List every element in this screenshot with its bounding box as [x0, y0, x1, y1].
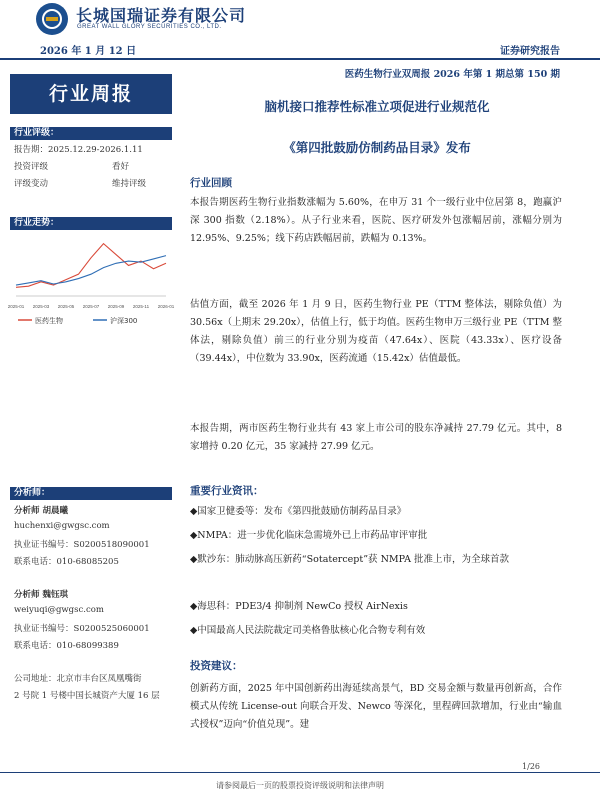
analyst-cert: 执业证书编号：S0200518090001: [14, 540, 150, 550]
rating-label: 投资评级: [14, 162, 49, 172]
rating-change-label: 评级变动: [14, 179, 49, 189]
series-info: 医药生物行业双周报 2026 年第 1 期总第 150 期: [344, 69, 560, 80]
x-tick-label: 2026-01: [157, 304, 175, 309]
company-logo-icon: [36, 3, 68, 35]
legend-label: 医药生物: [35, 317, 63, 325]
x-tick-label: 2025-09: [107, 304, 125, 309]
company-address-line1: 公司地址：北京市丰台区凤凰嘴街: [14, 674, 142, 684]
report-title-line1: 脑机接口推荐性标准立项促进行业规范化: [264, 99, 490, 114]
review-paragraph-3: 本报告期，两市医药生物行业共有 43 家上市公司的股东净减持 27.79 亿元。其中，8 家增持 0.20 亿元，35 家减持 27.99 亿元。: [190, 423, 562, 452]
chart-legend: [14, 315, 174, 325]
report-banner: [10, 74, 172, 114]
legend-label: 沪深300: [110, 317, 138, 325]
analyst-section-title: 分析师：: [14, 488, 51, 498]
news-item: ◆默沙东：肺动脉高压新药“Sotatercept”获 NMPA 批准上市，为全球首款: [190, 554, 510, 565]
section-title-review: 行业回顾: [190, 177, 232, 189]
x-tick-label: 2025-07: [82, 304, 100, 309]
page-number: 1/26: [522, 762, 540, 771]
footer-disclaimer: 请参阅最后一页的股票投资评级说明和法律声明: [216, 781, 384, 790]
news-item: ◆国家卫健委等：发布《第四批鼓励仿制药品目录》: [190, 506, 407, 517]
analyst-name: 分析师 魏钰琪: [14, 590, 68, 600]
trend-section-title: 行业走势：: [14, 218, 60, 228]
rating-section-title: 行业评级：: [14, 128, 60, 138]
section-title-news: 重要行业资讯：: [190, 485, 264, 497]
news-item: ◆海思科：PDE3/4 抑制剂 NewCo 授权 AirNexis: [190, 601, 408, 612]
analyst-section-head: [10, 487, 172, 500]
report-header: [0, 0, 600, 60]
analyst-email[interactable]: weiyuqi@gwgsc.com: [14, 605, 104, 615]
header-divider: [0, 58, 600, 60]
x-tick-label: 2025-03: [32, 304, 50, 309]
industry-trend-chart: [7, 232, 175, 310]
analyst-name: 分析师 胡晨曦: [14, 506, 68, 516]
news-item: ◆NMPA：进一步优化临床急需境外已上市药品审评审批: [190, 530, 428, 541]
advice-paragraph-1: 创新药方面，2025 年中国创新药出海延续高景气，BD 交易金额与数量再创新高，合作模式从传统 License-out 向联合开发、Newco 等深化，里程碑回款增加，行业由“输血式授权”迈向“价值兑现”。建: [190, 683, 562, 730]
section-title-advice: 投资建议：: [190, 660, 243, 672]
company-name-cn: 长城国瑞证券有限公司: [76, 6, 247, 25]
x-tick-label: 2025-01: [7, 304, 25, 309]
banner-label: 行业周报: [48, 83, 133, 105]
x-tick-label: 2025-11: [132, 304, 150, 309]
report-type: 证券研究报告: [500, 46, 560, 57]
company-name-en: GREAT WALL GLORY SECURITIES CO., LTD.: [77, 24, 222, 30]
trend-section-head: [10, 217, 172, 230]
report-title-line2: 《第四批鼓励仿制药品目录》发布: [283, 140, 471, 155]
footer-divider: [0, 772, 600, 773]
rating-value: 看好: [112, 162, 130, 172]
report-period: 报告期：2025.12.29-2026.1.11: [14, 145, 143, 155]
analyst-email[interactable]: huchenxi@gwgsc.com: [14, 521, 110, 531]
report-date: 2026 年 1 月 12 日: [40, 46, 137, 57]
company-address-line2: 2 号院 1 号楼中国长城资产大厦 16 层: [14, 691, 160, 701]
analyst-phone: 联系电话：010-68099389: [14, 641, 119, 651]
rating-change-value: 维持评级: [112, 179, 147, 189]
x-tick-label: 2025-05: [57, 304, 75, 309]
rating-section-head: [10, 127, 172, 140]
review-paragraph-2: 估值方面，截至 2026 年 1 月 9 日，医药生物行业 PE（TTM 整体法，剔除负值）为 30.56x（上期末 29.20x），估值上行，低于均值。医药生物申万三级行业 PE（TTM 整体法，剔除负值）前三的行业分别为疫苗（47.64x）、医院（43.33x）、医疗设备（39.44x），中位数为 33.90x，医药流通（15.42x）估值最低。: [190, 299, 562, 364]
analyst-phone: 联系电话：010-68085205: [14, 557, 119, 567]
series-line-index: [16, 256, 166, 285]
analyst-cert: 执业证书编号：S0200525060001: [14, 624, 150, 634]
review-paragraph-1: 本报告期医药生物行业指数涨幅为 5.60%，在申万 31 个一级行业中位居第 8，跑赢沪深 300 指数（2.18%）。从子行业来看，医院、医疗研发外包涨幅居前，涨幅分别为 12.95%、9.25%；线下药店跌幅居前，跌幅为 0.13%。: [190, 197, 562, 244]
news-item: ◆中国最高人民法院裁定司美格鲁肽核心化合物专利有效: [190, 625, 426, 636]
